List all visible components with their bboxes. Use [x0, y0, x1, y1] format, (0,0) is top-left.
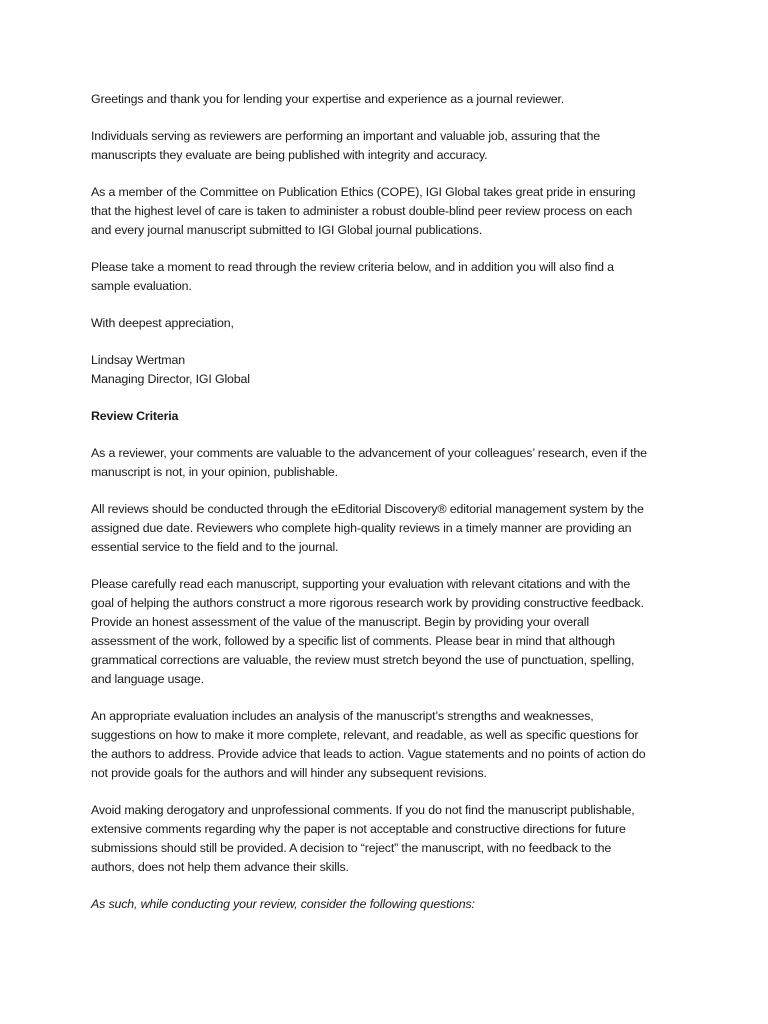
text-line: As such, while conducting your review, consider the following questions: [91, 897, 475, 911]
cope-paragraph [91, 183, 691, 240]
text-line: essential service to the field and to the journal. [91, 540, 339, 554]
document-page [91, 90, 691, 932]
signature-block [91, 351, 691, 389]
section-heading [91, 407, 691, 426]
criteria-paragraph-5 [91, 801, 691, 877]
text-line: that the highest level of care is taken to administer a robust double-blind peer review process on each [91, 204, 633, 218]
criteria-paragraph-2 [91, 500, 691, 557]
text-line: and language usage. [91, 672, 204, 686]
questions-intro [91, 895, 691, 914]
text-line: manuscript is not, in your opinion, publishable. [91, 465, 338, 479]
text-line: Please take a moment to read through the review criteria below, and in addition you will also find a [91, 260, 614, 274]
text-line: Avoid making derogatory and unprofessional comments. If you do not find the manuscript publishable, [91, 803, 635, 817]
signer-name: Lindsay Wertman [91, 353, 185, 367]
criteria-paragraph-1 [91, 444, 691, 482]
text-line: grammatical corrections are valuable, the review must stretch beyond the use of punctuation, spelling, [91, 653, 635, 667]
text-line: Provide an honest assessment of the value of the manuscript. Begin by providing your overall [91, 615, 589, 629]
signer-title: Managing Director, IGI Global [91, 372, 250, 386]
text-line: goal of helping the authors construct a more rigorous research work by providing constructive feedback. [91, 596, 644, 610]
text-line: Individuals serving as reviewers are performing an important and valuable job, assuring that the [91, 129, 601, 143]
closing-paragraph [91, 314, 691, 333]
read-criteria-paragraph [91, 258, 691, 296]
criteria-paragraph-3 [91, 575, 691, 689]
criteria-paragraph-4 [91, 707, 691, 783]
text-line: manuscripts they evaluate are being published with integrity and accuracy. [91, 148, 488, 162]
text-line: An appropriate evaluation includes an analysis of the manuscript’s strengths and weaknesses, [91, 709, 594, 723]
text-line: With deepest appreciation, [91, 316, 234, 330]
text-line: As a member of the Committee on Publication Ethics (COPE), IGI Global takes great pride in ensuring [91, 185, 636, 199]
text-line: assessment of the work, followed by a specific list of comments. Please bear in mind that although [91, 634, 615, 648]
text-line: As a reviewer, your comments are valuable to the advancement of your colleagues’ research, even if the [91, 446, 647, 460]
text-line: suggestions on how to make it more complete, relevant, and readable, as well as specific questions for [91, 728, 639, 742]
text-line: extensive comments regarding why the paper is not acceptable and constructive directions for future [91, 822, 626, 836]
heading-text: Review Criteria [91, 409, 179, 423]
text-line: sample evaluation. [91, 279, 192, 293]
text-line: submissions should still be provided. A decision to “reject” the manuscript, with no feedback to the [91, 841, 612, 855]
text-line: assigned due date. Reviewers who complete high-quality reviews in a timely manner are providing an [91, 521, 632, 535]
text-line: the authors to address. Provide advice that leads to action. Vague statements and no points of action do [91, 747, 646, 761]
text-line: All reviews should be conducted through the eEditorial Discovery® editorial management system by the [91, 502, 644, 516]
text-line: not provide goals for the authors and will hinder any subsequent revisions. [91, 766, 487, 780]
greeting-paragraph [91, 90, 691, 109]
text-line: Greetings and thank you for lending your expertise and experience as a journal reviewer. [91, 92, 565, 106]
text-line: Please carefully read each manuscript, supporting your evaluation with relevant citations and with the [91, 577, 631, 591]
intro-paragraph [91, 127, 691, 165]
text-line: and every journal manuscript submitted to IGI Global journal publications. [91, 223, 483, 237]
text-line: authors, does not help them advance their skills. [91, 860, 349, 874]
